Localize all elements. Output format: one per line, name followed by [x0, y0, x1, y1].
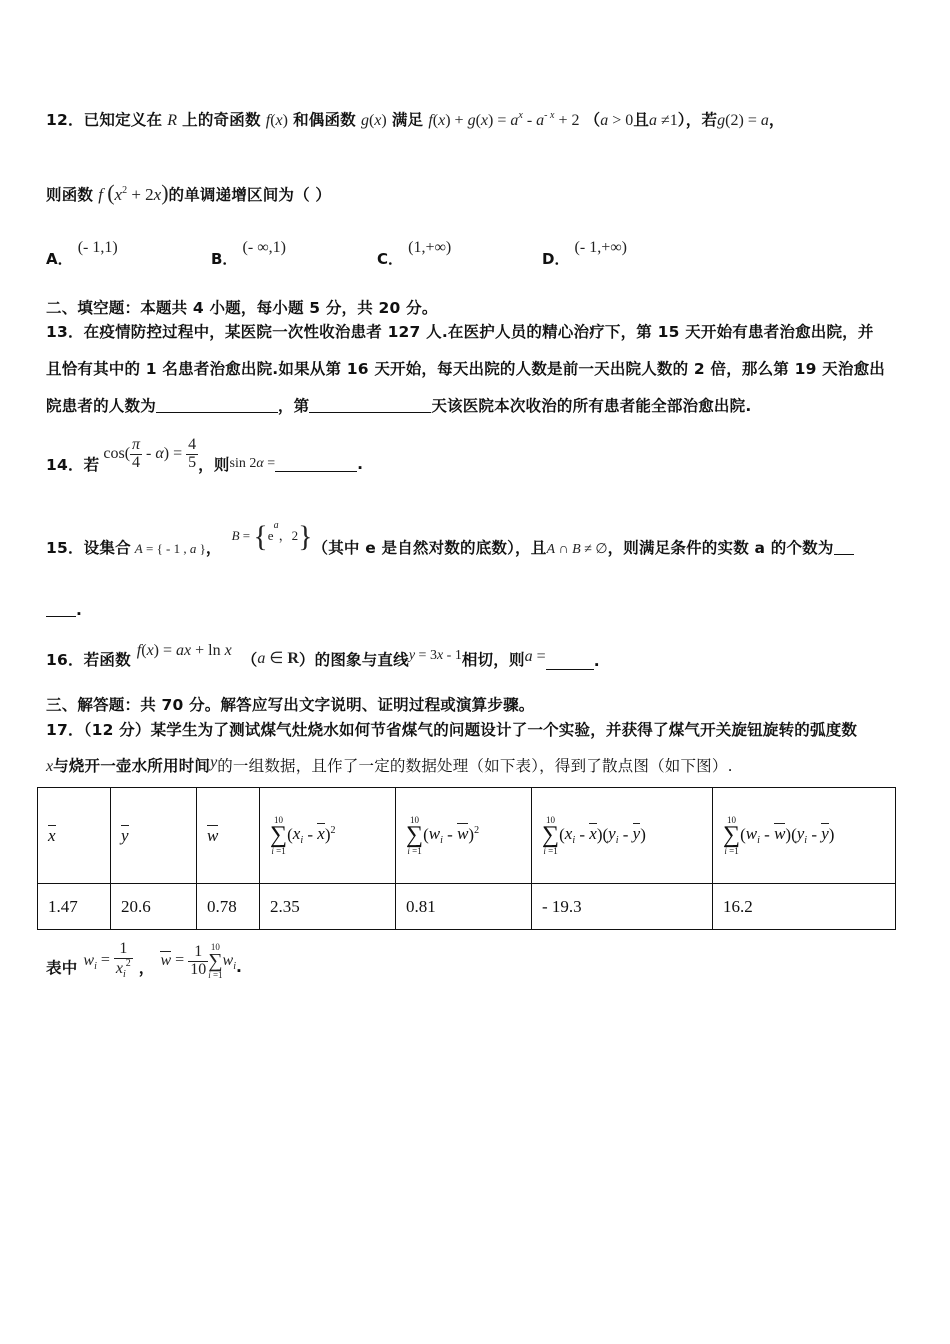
q15-blank-b[interactable] — [46, 602, 76, 617]
q12-option-a-value: (- 1,1) — [77, 239, 118, 256]
q12-option-d-label: D． — [542, 250, 570, 268]
q12-math-composite: f $(x^2 + 2x)$ — [98, 180, 169, 205]
q16-text-end: . — [593, 652, 600, 670]
q12-text-10: 的单调递增区间为（ ） — [168, 186, 332, 204]
table-value-row — [38, 884, 896, 930]
section-2-heading: 二、填空题：本题共 4 小题，每小题 5 分，共 20 分。 — [46, 299, 438, 317]
q14-math-sin: sin 2α = — [229, 456, 276, 471]
q12-math-equation: $f(x) + g(x) = a^x - a^{- x} + 2$ — [428, 110, 580, 129]
q15-text-mid1: ， — [205, 539, 222, 557]
q12-option-d[interactable] — [542, 236, 627, 268]
q14-blank[interactable] — [275, 457, 357, 472]
q12-math-R: R — [167, 112, 178, 129]
q15-math-intersection: A ∩ B ≠ ∅ — [546, 541, 608, 557]
q13-text-a: 院患者的人数为 — [46, 397, 156, 415]
header-w-bar: w — [197, 788, 260, 884]
q13-line1: 13．在疫情防控过程中，某医院一次性收治患者 127 人.在医护人员的精心治疗下，第 15 天开始有患者治愈出院，并 — [46, 323, 874, 341]
q17-text-a: 与烧开一壶水所用时间 — [53, 757, 211, 775]
q12-text-8: ， — [768, 111, 785, 129]
q12-option-c-value: (1,+∞) — [408, 239, 452, 256]
value-sum-wy: 16.2 — [713, 884, 896, 930]
header-y-bar: y — [111, 788, 197, 884]
q15-math-set-b: $B = \{e^a$，2} — [231, 519, 313, 553]
q16-text-mid2: ）的图象与直线 — [298, 651, 409, 669]
q16-math-domain: a ∈ R — [257, 650, 299, 667]
value-x-bar: 1.47 — [38, 884, 111, 930]
q15-line2 — [46, 600, 82, 619]
q17-footnote — [46, 936, 242, 986]
q13-line3 — [46, 394, 751, 416]
table-header-row — [38, 788, 896, 884]
q12-option-c-label: C． — [377, 250, 404, 268]
q16-text-mid1: （ — [241, 651, 258, 669]
q12-text-1: 12．已知定义在 — [46, 111, 163, 129]
q14-line — [46, 430, 363, 478]
q13-blank-2[interactable] — [309, 398, 431, 413]
q12-math-gx: g(x) — [360, 112, 387, 129]
q13-text-b: ，第 — [277, 397, 310, 415]
q12-text-2: 上的奇函数 — [182, 111, 261, 129]
q17-line2 — [46, 754, 733, 776]
q17-data-table — [37, 787, 896, 930]
q12-text-4: 满足 — [391, 111, 424, 129]
q17-footnote-end: . — [235, 958, 243, 976]
q13-blank-1[interactable] — [156, 398, 278, 413]
q16-math-line: y = 3x - 1 — [408, 648, 462, 663]
q17-text-b: 的一组数据，且作了一定的数据处理（如下表），得到了散点图（如下图）. — [217, 757, 733, 775]
q14-text-end: . — [357, 455, 364, 473]
q16-blank[interactable] — [546, 655, 594, 670]
value-sum-xy: - 19.3 — [532, 884, 713, 930]
q17-math-w-bar: w = $\frac{1}{10}$ 10 ∑ i =1 $w_i$ — [160, 941, 236, 980]
value-y-bar: 20.6 — [111, 884, 197, 930]
q13-line2: 且恰有其中的 1 名患者治愈出院.如果从第 16 天开始，每天出院的人数是前一天出院人数的 2 倍，那么第 19 天治愈出 — [46, 360, 885, 378]
q17-math-x: x — [46, 758, 54, 775]
q12-option-c[interactable] — [377, 236, 452, 268]
q12-option-b[interactable] — [211, 236, 286, 268]
value-w-bar: 0.78 — [197, 884, 260, 930]
q15-text-mid2: （其中 e 是自然对数的底数），且 — [312, 539, 547, 557]
q12-option-a-label: A． — [46, 250, 73, 268]
q16-math-function: f(x) = ax + ln x — [136, 642, 232, 659]
q15-blank-a[interactable] — [834, 540, 854, 555]
q16-line — [46, 636, 600, 670]
q17-math-y: y — [210, 754, 218, 771]
q15-text-end: . — [76, 601, 83, 619]
q13-text-c: 天该医院本次收治的所有患者能全部治愈出院. — [431, 397, 752, 415]
q12-options — [46, 236, 666, 270]
q12-text-7: ），若 — [677, 111, 718, 129]
q16-text-prefix: 16．若函数 — [46, 651, 131, 669]
q16-math-a-eq: a = — [524, 648, 546, 665]
value-sum-x: 2.35 — [260, 884, 396, 930]
header-sum-wy: 10 ∑ i =1 $(w_i - w)(y_i - y)$ — [713, 788, 896, 884]
q12-option-a[interactable] — [46, 236, 118, 268]
q12-option-b-label: B． — [211, 250, 238, 268]
q12-math-a-gt-0: a > 0 — [600, 112, 634, 129]
header-sum-xy: 10 ∑ i =1 $(x_i - x)(y_i - y)$ — [532, 788, 713, 884]
q17-math-wi: $w_i$ = $\frac{1}{x_i^2}$ — [83, 940, 131, 981]
q12-math-g2: g(2) = a — [717, 112, 769, 129]
q16-text-mid3: 相切，则 — [461, 651, 525, 669]
q14-math-cos: cos( $\frac{\pi}{4}$ - α) = $\frac{4}{5}$ — [103, 435, 197, 471]
q12-text-5: （ — [584, 111, 601, 129]
header-x-bar: x — [38, 788, 111, 884]
header-sum-w: 10 ∑ i =1 $(w_i - w)^2$ — [396, 788, 532, 884]
q15-text-prefix: 15．设集合 — [46, 539, 131, 557]
q12-math-fx: f(x) — [265, 112, 288, 129]
section-3-heading: 三、解答题：共 70 分。解答应写出文字说明、证明过程或演算步骤。 — [46, 696, 535, 714]
q14-text-mid: ，则 — [198, 456, 230, 474]
q17-footnote-prefix: 表中 — [46, 959, 78, 977]
q14-text-prefix: 14．若 — [46, 456, 100, 474]
q12-option-d-value: (- 1,+∞) — [574, 239, 627, 256]
q12-text-3: 和偶函数 — [293, 111, 356, 129]
q15-math-set-a: A = { - 1 , a } — [134, 541, 206, 556]
q15-text-mid3: ，则满足条件的实数 a 的个数为 — [607, 539, 834, 557]
q12-line1 — [46, 108, 785, 130]
q12-text-6: 且 — [633, 111, 650, 129]
q12-line2 — [46, 180, 331, 206]
q12-text-9: 则函数 — [46, 186, 94, 204]
q12-math-a-ne-1: a ≠1 — [649, 112, 678, 129]
q12-option-b-value: (- ∞,1) — [242, 239, 286, 256]
q17-footnote-sep: ， — [138, 959, 155, 977]
q17-line1: 17．（12 分）某学生为了测试煤气灶烧水如何节省煤气的问题设计了一个实验，并获得了煤气开关旋钮旋转的弧度数 — [46, 721, 858, 739]
q15-line — [46, 512, 854, 562]
value-sum-w: 0.81 — [396, 884, 532, 930]
header-sum-x: 10 ∑ i =1 $(x_i - x)^2$ — [260, 788, 396, 884]
